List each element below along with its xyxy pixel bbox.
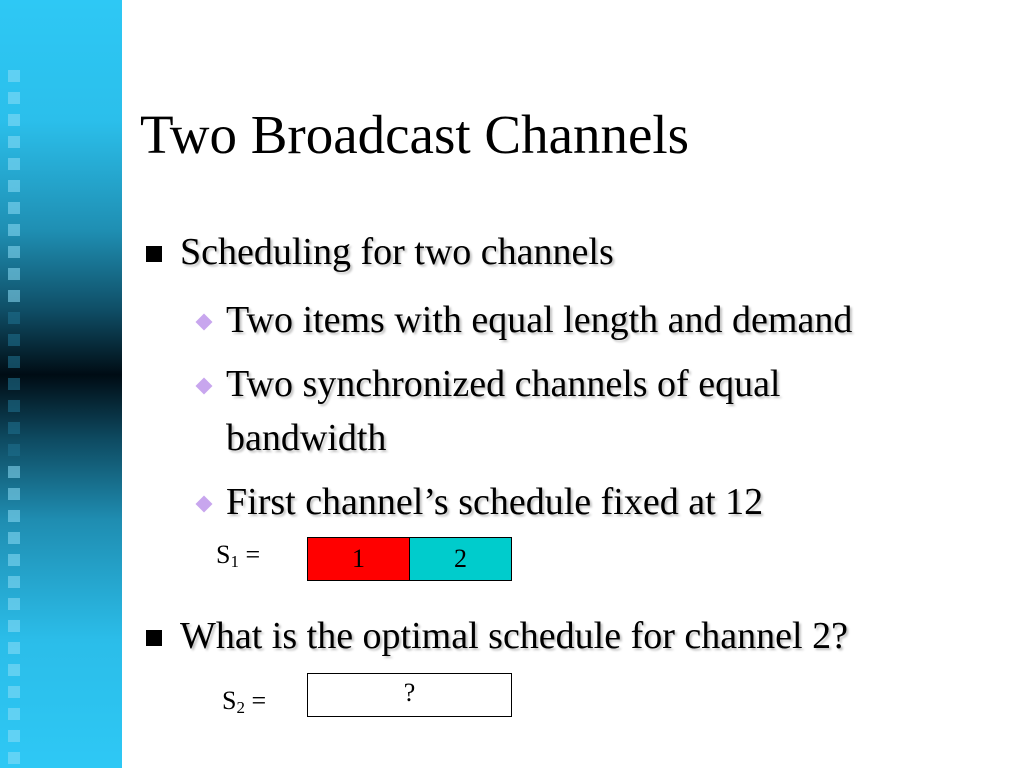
sidebar-square: [8, 466, 20, 478]
sidebar-square: [8, 400, 20, 412]
sidebar-square: [8, 444, 20, 456]
sidebar-square: [8, 554, 20, 566]
sidebar-square: [8, 422, 20, 434]
subbullet-text: bandwidth: [226, 417, 387, 459]
sidebar-square: [8, 136, 20, 148]
sidebar-square: [8, 642, 20, 654]
diamond-bullet-icon: [196, 496, 213, 513]
sidebar-square: [8, 664, 20, 676]
sidebar-square: [8, 92, 20, 104]
s2-schedule: [307, 673, 512, 717]
s1-schedule: [307, 537, 512, 581]
sidebar-square: [8, 356, 20, 368]
subbullet-text: Two synchronized channels of equal: [226, 363, 781, 405]
sidebar-square: [8, 576, 20, 588]
sidebar-square: [8, 488, 20, 500]
sidebar-square: [8, 620, 20, 632]
bullet-text: Scheduling for two channels: [180, 231, 614, 273]
sidebar-square: [8, 268, 20, 280]
square-bullet-icon: [146, 630, 162, 646]
sidebar-square: [8, 202, 20, 214]
sidebar-square: [8, 510, 20, 522]
slide-title: Two Broadcast Channels: [140, 104, 690, 165]
sidebar-square: [8, 378, 20, 390]
schedule-cell-item-1: 1: [308, 538, 409, 580]
sidebar-square: [8, 290, 20, 302]
sidebar-square: [8, 114, 20, 126]
schedule-cell-unknown: ?: [308, 674, 511, 716]
bullet-text: What is the optimal schedule for channel 2?: [180, 615, 848, 657]
diamond-bullet-icon: [196, 378, 213, 395]
sidebar-square: [8, 598, 20, 610]
sidebar-square: [8, 708, 20, 720]
sidebar-square: [8, 752, 20, 764]
sidebar-square: [8, 312, 20, 324]
sidebar-square: [8, 224, 20, 236]
s1-label: $S_1$ =: [216, 540, 261, 571]
sidebar-square: [8, 730, 20, 742]
sidebar-square: [8, 334, 20, 346]
square-bullet-icon: [146, 246, 162, 262]
sidebar-square: [8, 686, 20, 698]
sidebar-square: [8, 532, 20, 544]
subbullet-text: First channel’s schedule fixed at 12: [226, 481, 764, 523]
sidebar-square: [8, 70, 20, 82]
sidebar-square: [8, 246, 20, 258]
sidebar-square: [8, 180, 20, 192]
sidebar-square: [8, 158, 20, 170]
subbullet-text: Two items with equal length and demand: [226, 299, 853, 341]
diamond-bullet-icon: [196, 314, 213, 331]
decorative-sidebar: [0, 0, 122, 768]
sidebar-square-pattern: [0, 0, 28, 768]
s2-label: $S_2$ =: [222, 686, 267, 717]
schedule-cell-item-2: 2: [409, 538, 511, 580]
